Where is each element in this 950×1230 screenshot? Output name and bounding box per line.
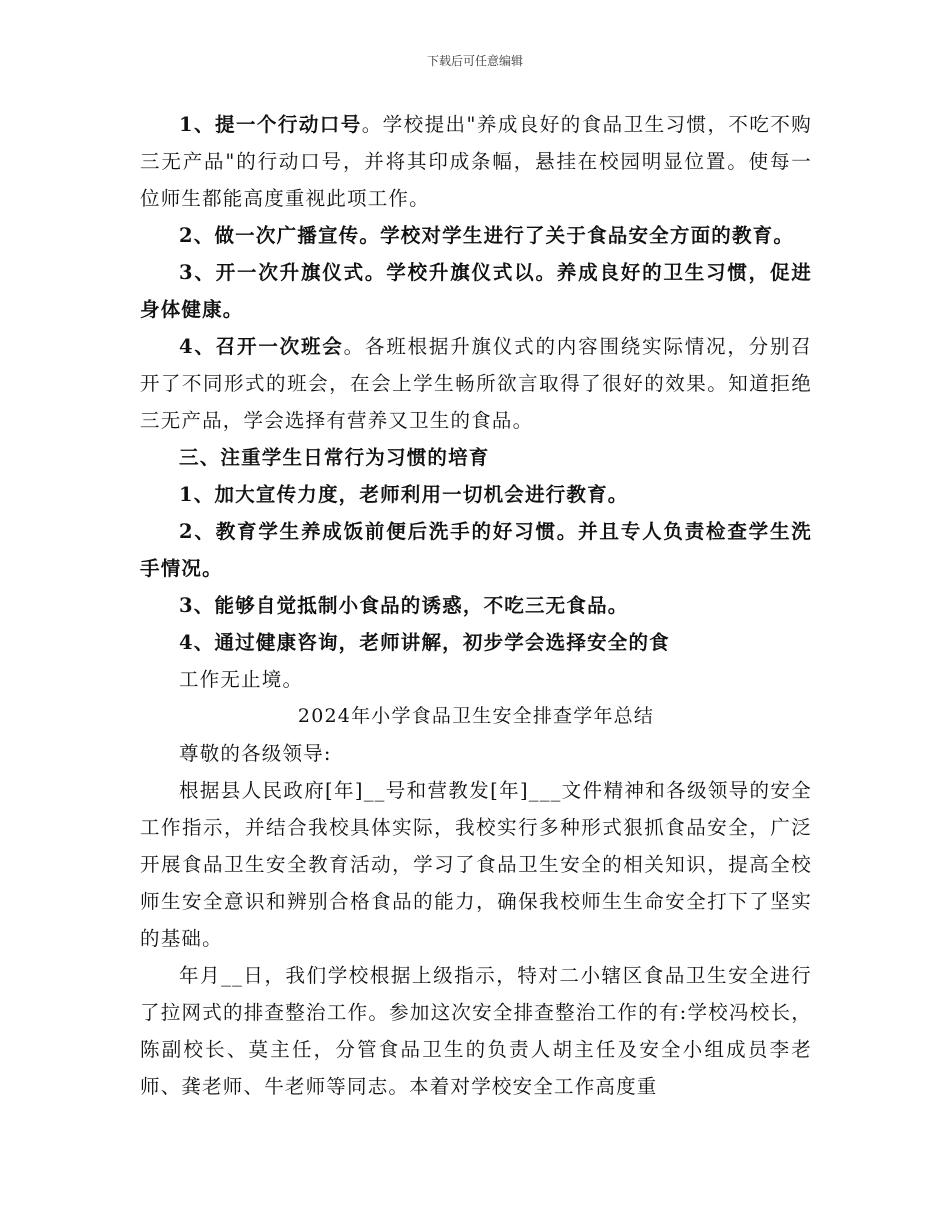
paragraph-class-meeting-heading: 4、召开一次班会 <box>179 335 344 358</box>
paragraph-endless-work: 工作无止境。 <box>179 668 304 691</box>
paragraph-broadcast: 2、做一次广播宣传。学校对学生进行了关于食品安全方面的教育。 <box>179 224 795 247</box>
section-heading-habits: 三、注重学生日常行为习惯的培育 <box>179 446 490 469</box>
salutation: 尊敬的各级领导: <box>179 742 332 765</box>
paragraph-slogan <box>140 106 812 217</box>
page-header-note: 下载后可任意编辑 <box>426 54 523 68</box>
paragraph-class-meeting <box>140 328 812 439</box>
paragraph-class-meeting-text: 。各班根据升旗仪式的内容围绕实际情况，分别召开了不同形式的班会，在会上学生畅所欲言取得了很好的效果。知道拒绝三无产品，学会选择有营养又卫生的食品。 <box>140 335 813 432</box>
paragraph-handwashing: 2、教育学生养成饭前便后洗手的好习惯。并且专人负责检查学生洗手情况。 <box>140 520 812 580</box>
paragraph-slogan-text: 。学校提出"养成良好的食品卫生习惯，不吃不购三无产品"的行动口号，并将其印成条幅，悬挂在校园明显位置。使每一位师生都能高度重视此项工作。 <box>140 113 812 210</box>
paragraph-snacks: 3、能够自觉抵制小食品的诱惑，不吃三无食品。 <box>179 594 629 617</box>
paragraph-slogan-heading: 1、提一个行动口号 <box>179 113 362 136</box>
paragraph-intro: 根据县人民政府[年]__号和营教发[年]___文件精神和各级领导的安全工作指示，并结合我校具体实际，我校实行多种形式狠抓食品安全，广泛开展食品卫生安全教育活动，学习了食品卫生安全的相关知识，提高全校师生安全意识和辨别合格食品的能力，确保我校师生生命安全打下了坚实的基础。 <box>140 779 812 950</box>
paragraph-flag-ceremony: 3、开一次升旗仪式。学校升旗仪式以。养成良好的卫生习惯，促进身体健康。 <box>140 261 812 321</box>
document-title: 2024年小学食品卫生安全排查学年总结 <box>297 705 655 727</box>
paragraph-publicity: 1、加大宣传力度，老师利用一切机会进行教育。 <box>179 483 629 506</box>
paragraph-inspection: 年月__日，我们学校根据上级指示，特对二小辖区食品卫生安全进行了拉网式的排查整治工作。参加这次安全排查整治工作的有:学校冯校长，陈副校长、莫主任，分管食品卫生的负责人胡主任及安全小组成员李老师、龚老师、牛老师等同志。本着对学校安全工作高度重 <box>140 964 812 1098</box>
paragraph-consultation: 4、通过健康咨询，老师讲解，初步学会选择安全的食 <box>179 631 670 654</box>
document-body <box>140 106 812 1105</box>
